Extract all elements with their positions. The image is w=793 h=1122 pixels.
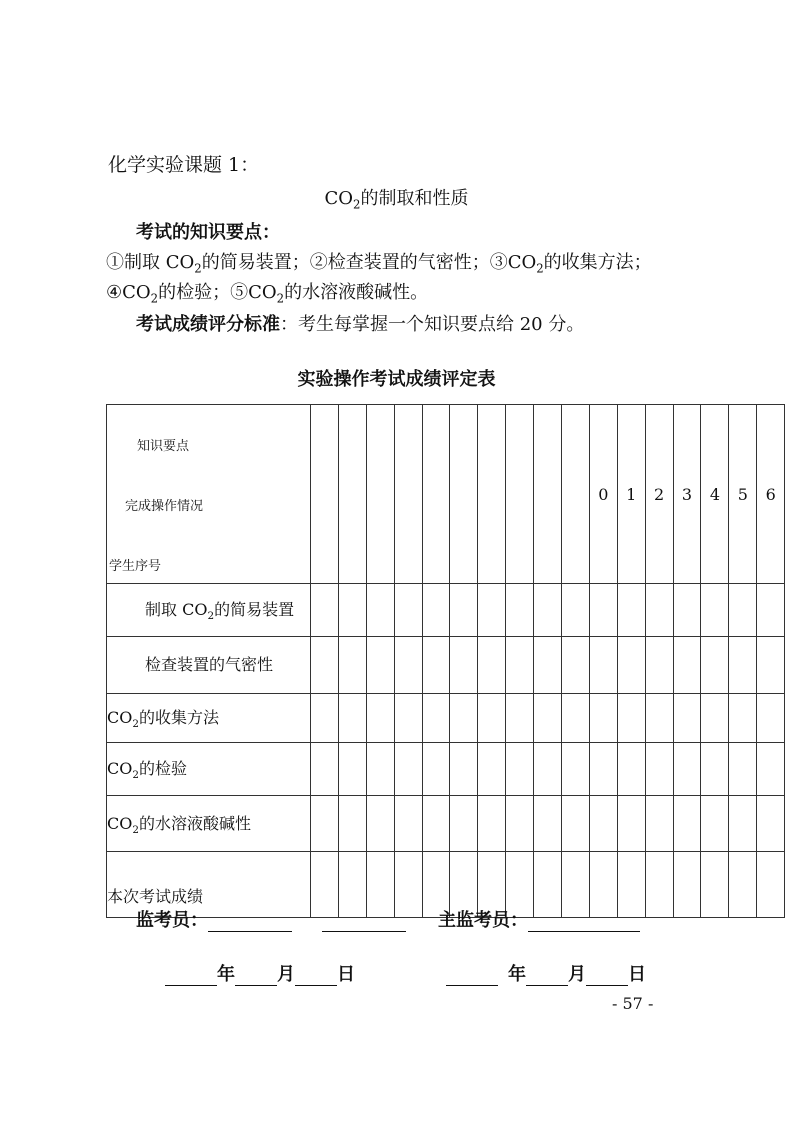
key-points-line-1: ①制取 $CO_2$的简易装置；②检查装置的气密性；$③CO_2$的收集方法；: [106, 252, 652, 276]
score-cell[interactable]: [562, 637, 590, 694]
score-cell[interactable]: [450, 743, 478, 796]
score-cell[interactable]: [394, 694, 422, 743]
day-blank[interactable]: [586, 967, 628, 986]
score-cell[interactable]: [645, 584, 673, 637]
score-cell[interactable]: [506, 584, 534, 637]
score-cell[interactable]: [506, 743, 534, 796]
score-cell[interactable]: [311, 743, 339, 796]
score-cell[interactable]: [757, 743, 785, 796]
blank-cell[interactable]: [450, 405, 478, 584]
blank-cell[interactable]: [394, 405, 422, 584]
score-cell[interactable]: [534, 796, 562, 852]
score-cell[interactable]: [450, 694, 478, 743]
blank-cell[interactable]: [506, 405, 534, 584]
knowledge-point-label: $CO_2$的检验: [107, 743, 311, 796]
score-cell[interactable]: [338, 743, 366, 796]
score-cell[interactable]: [366, 796, 394, 852]
header-diag-label: 完成操作情况: [125, 499, 204, 514]
table-title: 实验操作考试成绩评定表: [297, 369, 496, 390]
month-blank[interactable]: [526, 967, 568, 986]
score-cell[interactable]: [617, 637, 645, 694]
blank-cell[interactable]: [366, 405, 394, 584]
score-cell[interactable]: [673, 584, 701, 637]
score-cell[interactable]: [617, 584, 645, 637]
score-cell[interactable]: [394, 584, 422, 637]
score-cell[interactable]: [311, 637, 339, 694]
score-cell[interactable]: [506, 796, 534, 852]
score-cell[interactable]: [729, 796, 757, 852]
score-cell[interactable]: [701, 852, 729, 918]
score-cell[interactable]: [534, 637, 562, 694]
score-cell[interactable]: [506, 694, 534, 743]
score-cell[interactable]: [645, 637, 673, 694]
score-cell[interactable]: [422, 584, 450, 637]
score-cell[interactable]: [394, 796, 422, 852]
student-number-cell: 4: [701, 405, 729, 584]
score-cell[interactable]: [757, 694, 785, 743]
score-cell[interactable]: [422, 694, 450, 743]
score-cell[interactable]: [673, 743, 701, 796]
score-cell[interactable]: [562, 694, 590, 743]
score-cell[interactable]: [645, 694, 673, 743]
score-cell[interactable]: [338, 796, 366, 852]
score-cell[interactable]: [478, 796, 506, 852]
student-number-cell: 5: [729, 405, 757, 584]
blank-cell[interactable]: [534, 405, 562, 584]
score-cell[interactable]: [701, 796, 729, 852]
table-row: [107, 584, 785, 637]
chief-examiner-label: 主监考员：: [438, 910, 528, 931]
score-cell[interactable]: [366, 743, 394, 796]
knowledge-point-label: $CO_2$的水溶液酸碱性: [107, 796, 311, 852]
student-number-cell: 0: [589, 405, 617, 584]
score-cell[interactable]: [422, 796, 450, 852]
score-table: [106, 404, 785, 918]
student-number-cell: 1: [617, 405, 645, 584]
score-cell[interactable]: [757, 796, 785, 852]
experiment-title: $CO_2$的制取和性质: [324, 188, 469, 212]
score-cell[interactable]: [729, 694, 757, 743]
knowledge-point-label: $CO_2$的收集方法: [107, 694, 311, 743]
score-cell[interactable]: [450, 584, 478, 637]
examiner-blank-1[interactable]: [208, 913, 292, 932]
score-cell[interactable]: [394, 743, 422, 796]
score-cell[interactable]: [338, 584, 366, 637]
score-cell[interactable]: [673, 637, 701, 694]
table-row: [107, 637, 785, 694]
score-cell[interactable]: [589, 584, 617, 637]
signature-line: [136, 906, 640, 932]
score-cell[interactable]: [729, 637, 757, 694]
scoring-standard: 考试成绩评分标准：考生每掌握一个知识要点给 20 分。: [136, 314, 585, 335]
knowledge-point-label: 本次考试成绩: [107, 852, 311, 918]
score-cell[interactable]: [729, 852, 757, 918]
score-cell[interactable]: [311, 694, 339, 743]
score-cell[interactable]: [617, 694, 645, 743]
examiner-blank-2[interactable]: [322, 913, 406, 932]
score-cell[interactable]: [701, 637, 729, 694]
blank-cell[interactable]: [311, 405, 339, 584]
score-cell[interactable]: [701, 694, 729, 743]
score-cell[interactable]: [450, 637, 478, 694]
diagonal-header-cell: [107, 405, 311, 584]
key-points-line-2: $④CO_2$的检验；$⑤CO_2$的水溶液酸碱性。: [106, 282, 429, 306]
table-row: [107, 796, 785, 852]
student-number-cell: 3: [673, 405, 701, 584]
score-cell[interactable]: [478, 694, 506, 743]
score-cell[interactable]: [729, 584, 757, 637]
date-line-right: 年 月 日: [446, 960, 646, 986]
score-cell[interactable]: [673, 694, 701, 743]
chief-examiner-blank[interactable]: [528, 913, 640, 932]
score-cell[interactable]: [366, 584, 394, 637]
score-cell[interactable]: [562, 584, 590, 637]
date-line-left: 年 月 日: [165, 960, 355, 986]
score-cell[interactable]: [645, 852, 673, 918]
score-cell[interactable]: [701, 584, 729, 637]
month-blank[interactable]: [235, 967, 277, 986]
score-cell[interactable]: [589, 796, 617, 852]
score-cell[interactable]: [422, 637, 450, 694]
score-cell[interactable]: [534, 743, 562, 796]
score-cell[interactable]: [673, 852, 701, 918]
header-diag-label: 知识要点: [137, 439, 190, 454]
score-cell[interactable]: [311, 796, 339, 852]
score-cell[interactable]: [422, 743, 450, 796]
score-cell[interactable]: [562, 796, 590, 852]
score-cell[interactable]: [506, 637, 534, 694]
header-diag-label: 学生序号: [109, 559, 162, 574]
score-cell[interactable]: [589, 743, 617, 796]
score-cell[interactable]: [366, 694, 394, 743]
score-cell[interactable]: [729, 743, 757, 796]
score-cell[interactable]: [394, 637, 422, 694]
score-cell[interactable]: [673, 796, 701, 852]
examiner-label: 监考员：: [136, 910, 208, 931]
score-cell[interactable]: [589, 637, 617, 694]
blank-cell[interactable]: [478, 405, 506, 584]
score-cell[interactable]: [645, 743, 673, 796]
score-cell[interactable]: [757, 637, 785, 694]
key-points-heading: 考试的知识要点：: [136, 222, 280, 243]
score-cell[interactable]: [757, 584, 785, 637]
blank-cell[interactable]: [562, 405, 590, 584]
page-number: - 57 -: [612, 994, 654, 1013]
score-cell[interactable]: [617, 796, 645, 852]
score-cell[interactable]: [534, 694, 562, 743]
year-blank[interactable]: [446, 967, 498, 986]
knowledge-point-label: 检查装置的气密性: [107, 637, 311, 694]
score-cell[interactable]: [589, 694, 617, 743]
blank-cell[interactable]: [338, 405, 366, 584]
table-header-row: [107, 405, 785, 584]
score-cell[interactable]: [450, 796, 478, 852]
score-cell[interactable]: [338, 694, 366, 743]
knowledge-point-label: 制取 $CO_2$的简易装置: [107, 584, 311, 637]
score-cell[interactable]: [757, 852, 785, 918]
table-row: [107, 743, 785, 796]
score-cell[interactable]: [534, 584, 562, 637]
score-cell[interactable]: [338, 637, 366, 694]
year-blank[interactable]: [165, 967, 217, 986]
day-blank[interactable]: [295, 967, 337, 986]
score-cell[interactable]: [478, 743, 506, 796]
student-number-cell: 6: [757, 405, 785, 584]
score-cell[interactable]: [311, 584, 339, 637]
score-cell[interactable]: [701, 743, 729, 796]
score-cell[interactable]: [478, 637, 506, 694]
score-cell[interactable]: [366, 637, 394, 694]
table-row: [107, 694, 785, 743]
topic-heading: 化学实验课题 1：: [108, 154, 260, 176]
blank-cell[interactable]: [422, 405, 450, 584]
score-cell[interactable]: [478, 584, 506, 637]
student-number-cell: 2: [645, 405, 673, 584]
score-cell[interactable]: [562, 743, 590, 796]
score-cell[interactable]: [645, 796, 673, 852]
score-cell[interactable]: [617, 743, 645, 796]
